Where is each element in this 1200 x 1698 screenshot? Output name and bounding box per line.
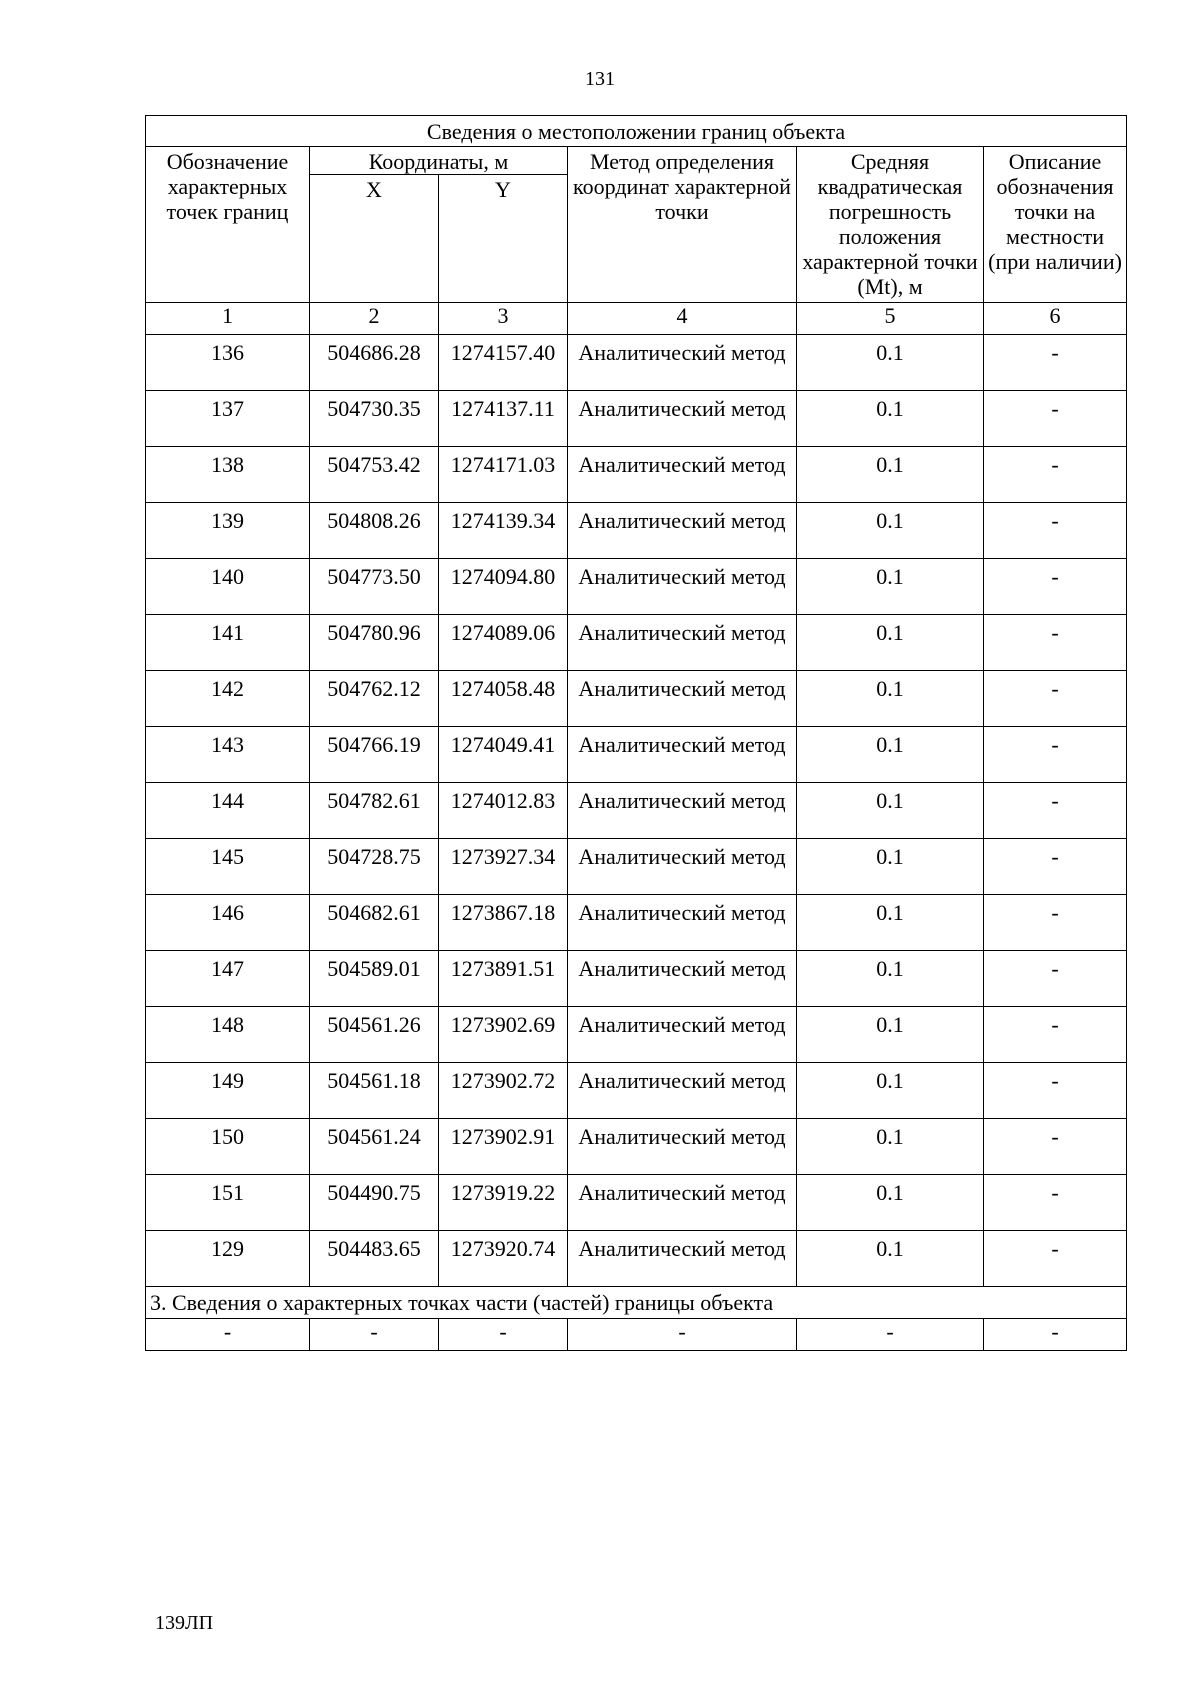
point-cell: 129 (146, 1231, 310, 1287)
point-cell: 139 (146, 503, 310, 559)
description-cell: - (984, 447, 1127, 503)
description-cell: - (984, 1175, 1127, 1231)
table-row (146, 671, 1127, 727)
method-cell: Аналитический метод (568, 727, 797, 783)
error-cell: 0.1 (797, 1007, 984, 1063)
description-cell: - (984, 391, 1127, 447)
table-cell: - (439, 1319, 568, 1351)
table-cell: - (310, 1319, 439, 1351)
table-cell: - (146, 1319, 310, 1351)
error-cell: 0.1 (797, 1231, 984, 1287)
description-cell: - (984, 335, 1127, 391)
table-row (146, 1063, 1127, 1119)
method-cell: Аналитический метод (568, 615, 797, 671)
table-row (146, 839, 1127, 895)
column-number: 1 (146, 303, 310, 335)
y-coordinate-cell: 1274089.06 (439, 615, 568, 671)
error-cell: 0.1 (797, 951, 984, 1007)
column-number-row (146, 303, 1127, 335)
error-cell: 0.1 (797, 615, 984, 671)
y-coordinate-cell: 1274139.34 (439, 503, 568, 559)
column-number: 3 (439, 303, 568, 335)
y-coordinate-cell: 1274171.03 (439, 447, 568, 503)
y-coordinate-cell: 1273902.91 (439, 1119, 568, 1175)
page-number: 131 (585, 68, 615, 90)
table-row (146, 559, 1127, 615)
method-cell: Аналитический метод (568, 783, 797, 839)
error-cell: 0.1 (797, 727, 984, 783)
table-row (146, 1231, 1127, 1287)
description-cell: - (984, 615, 1127, 671)
method-cell: Аналитический метод (568, 671, 797, 727)
y-coordinate-cell: 1273902.69 (439, 1007, 568, 1063)
y-coordinate-cell: 1273927.34 (439, 839, 568, 895)
method-cell: Аналитический метод (568, 839, 797, 895)
y-coordinate-cell: 1274094.80 (439, 559, 568, 615)
x-coordinate-cell: 504782.61 (310, 783, 439, 839)
error-cell: 0.1 (797, 447, 984, 503)
description-cell: - (984, 503, 1127, 559)
description-cell: - (984, 1231, 1127, 1287)
y-coordinate-cell: 1273920.74 (439, 1231, 568, 1287)
table-row (146, 391, 1127, 447)
error-cell: 0.1 (797, 839, 984, 895)
description-cell: - (984, 895, 1127, 951)
table-row (146, 727, 1127, 783)
point-cell: 140 (146, 559, 310, 615)
method-cell: Аналитический метод (568, 1119, 797, 1175)
description-cell: - (984, 1007, 1127, 1063)
method-cell: Аналитический метод (568, 391, 797, 447)
table-cell: - (797, 1319, 984, 1351)
column-number: 6 (984, 303, 1127, 335)
table-row (146, 1175, 1127, 1231)
point-cell: 151 (146, 1175, 310, 1231)
x-coordinate-cell: 504686.28 (310, 335, 439, 391)
column-number: 2 (310, 303, 439, 335)
method-cell: Аналитический метод (568, 1231, 797, 1287)
point-cell: 138 (146, 447, 310, 503)
header-y: Y (439, 175, 568, 303)
table-row (146, 783, 1127, 839)
error-cell: 0.1 (797, 1063, 984, 1119)
table-cell: - (984, 1319, 1127, 1351)
description-cell: - (984, 671, 1127, 727)
method-cell: Аналитический метод (568, 1007, 797, 1063)
point-cell: 150 (146, 1119, 310, 1175)
document-code: 139ЛП (155, 1612, 214, 1634)
x-coordinate-cell: 504682.61 (310, 895, 439, 951)
header-coordinates: Координаты, м (310, 147, 568, 175)
header-description: Описание обозначения точки на местности (при наличии) (984, 147, 1127, 303)
x-coordinate-cell: 504730.35 (310, 391, 439, 447)
y-coordinate-cell: 1274058.48 (439, 671, 568, 727)
point-cell: 141 (146, 615, 310, 671)
y-coordinate-cell: 1274049.41 (439, 727, 568, 783)
table-cell: - (568, 1319, 797, 1351)
x-coordinate-cell: 504780.96 (310, 615, 439, 671)
table-row (146, 895, 1127, 951)
description-cell: - (984, 727, 1127, 783)
method-cell: Аналитический метод (568, 1175, 797, 1231)
point-cell: 145 (146, 839, 310, 895)
x-coordinate-cell: 504490.75 (310, 1175, 439, 1231)
table-row (146, 503, 1127, 559)
error-cell: 0.1 (797, 503, 984, 559)
point-cell: 142 (146, 671, 310, 727)
x-coordinate-cell: 504561.24 (310, 1119, 439, 1175)
table-row (146, 1119, 1127, 1175)
point-cell: 148 (146, 1007, 310, 1063)
header-point: Обозначение характерных точек границ (146, 147, 310, 303)
error-cell: 0.1 (797, 783, 984, 839)
method-cell: Аналитический метод (568, 895, 797, 951)
point-cell: 147 (146, 951, 310, 1007)
error-cell: 0.1 (797, 1119, 984, 1175)
description-cell: - (984, 559, 1127, 615)
table-caption: Сведения о местоположении границ объекта (146, 116, 1127, 147)
x-coordinate-cell: 504483.65 (310, 1231, 439, 1287)
table-row (146, 1007, 1127, 1063)
x-coordinate-cell: 504561.18 (310, 1063, 439, 1119)
x-coordinate-cell: 504762.12 (310, 671, 439, 727)
method-cell: Аналитический метод (568, 1063, 797, 1119)
method-cell: Аналитический метод (568, 503, 797, 559)
y-coordinate-cell: 1273891.51 (439, 951, 568, 1007)
x-coordinate-cell: 504753.42 (310, 447, 439, 503)
description-cell: - (984, 783, 1127, 839)
x-coordinate-cell: 504561.26 (310, 1007, 439, 1063)
y-coordinate-cell: 1274157.40 (439, 335, 568, 391)
x-coordinate-cell: 504808.26 (310, 503, 439, 559)
point-cell: 144 (146, 783, 310, 839)
x-coordinate-cell: 504589.01 (310, 951, 439, 1007)
table-row (146, 951, 1127, 1007)
error-cell: 0.1 (797, 559, 984, 615)
y-coordinate-cell: 1273867.18 (439, 895, 568, 951)
error-cell: 0.1 (797, 895, 984, 951)
error-cell: 0.1 (797, 335, 984, 391)
point-cell: 137 (146, 391, 310, 447)
y-coordinate-cell: 1274012.83 (439, 783, 568, 839)
description-cell: - (984, 1119, 1127, 1175)
section-3-title: 3. Сведения о характерных точках части (частей) границы объекта (146, 1287, 1127, 1319)
method-cell: Аналитический метод (568, 335, 797, 391)
point-cell: 149 (146, 1063, 310, 1119)
y-coordinate-cell: 1273902.72 (439, 1063, 568, 1119)
point-cell: 143 (146, 727, 310, 783)
method-cell: Аналитический метод (568, 559, 797, 615)
method-cell: Аналитический метод (568, 951, 797, 1007)
column-number: 4 (568, 303, 797, 335)
table-row (146, 615, 1127, 671)
description-cell: - (984, 839, 1127, 895)
x-coordinate-cell: 504766.19 (310, 727, 439, 783)
point-cell: 136 (146, 335, 310, 391)
point-cell: 146 (146, 895, 310, 951)
error-cell: 0.1 (797, 391, 984, 447)
y-coordinate-cell: 1274137.11 (439, 391, 568, 447)
header-x: X (310, 175, 439, 303)
header-method: Метод определения координат характерной точки (568, 147, 797, 303)
error-cell: 0.1 (797, 671, 984, 727)
table-row (146, 335, 1127, 391)
y-coordinate-cell: 1273919.22 (439, 1175, 568, 1231)
method-cell: Аналитический метод (568, 447, 797, 503)
x-coordinate-cell: 504728.75 (310, 839, 439, 895)
column-number: 5 (797, 303, 984, 335)
section-3-row (146, 1319, 1127, 1351)
boundary-coordinates-table (145, 115, 1127, 1351)
table-row (146, 447, 1127, 503)
x-coordinate-cell: 504773.50 (310, 559, 439, 615)
error-cell: 0.1 (797, 1175, 984, 1231)
description-cell: - (984, 951, 1127, 1007)
header-error: Средняя квадратическая погрешность положения характерной точки (Mt), м (797, 147, 984, 303)
description-cell: - (984, 1063, 1127, 1119)
